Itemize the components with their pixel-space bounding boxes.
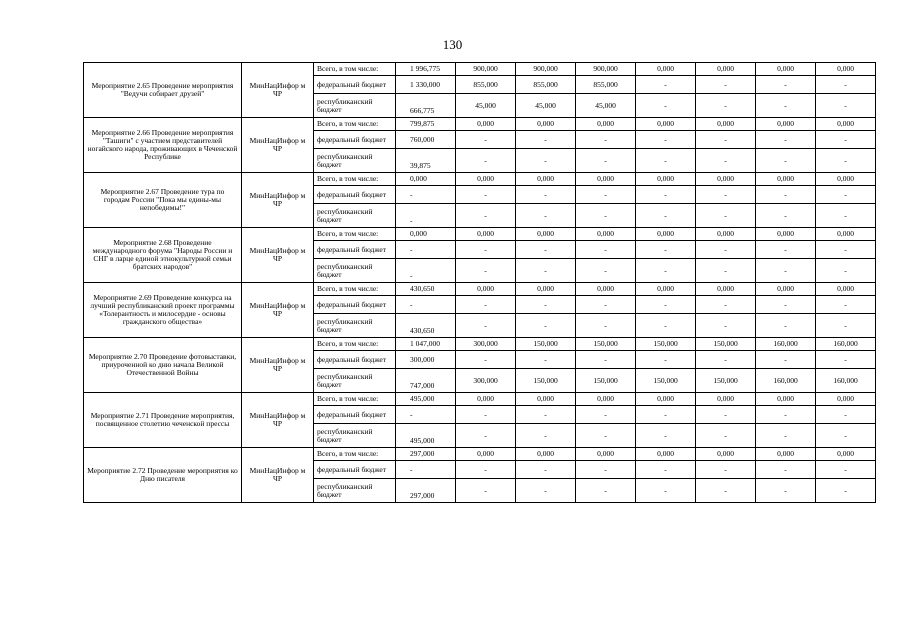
year-amount-cell: - [816, 149, 876, 173]
year-amount-cell: 0,000 [456, 393, 516, 406]
year-amount-cell: - [816, 131, 876, 149]
year-amount-cell: 160,000 [756, 338, 816, 351]
year-amount-cell: - [636, 204, 696, 228]
year-amount-cell: 0,000 [516, 173, 576, 186]
event-title-cell: Мероприятие 2.71 Проведение мероприятия, посвященное столетию чеченской прессы [84, 393, 242, 448]
year-amount-cell: 0,000 [756, 63, 816, 76]
table-row [84, 63, 876, 76]
year-amount-cell: - [576, 204, 636, 228]
event-title-cell: Мероприятие 2.70 Проведение фотовыставки, приуроченной ко дню начала Великой Отечественной Войны [84, 338, 242, 393]
year-amount-cell: 0,000 [516, 393, 576, 406]
year-amount-cell: - [576, 461, 636, 479]
funding-source-cell: республиканский бюджет [314, 314, 396, 338]
year-amount-cell: - [636, 149, 696, 173]
year-amount-cell: - [696, 94, 756, 118]
event-title-cell: Мероприятие 2.69 Проведение конкурса на лучший республиканский проект программы «Толерантность и милосердие - основы гражданского общества» [84, 283, 242, 338]
year-amount-cell: - [636, 131, 696, 149]
year-amount-cell: 0,000 [636, 228, 696, 241]
total-amount-cell: 760,000 [396, 131, 456, 149]
year-amount-cell: - [816, 94, 876, 118]
event-title-cell: Мероприятие 2.67 Проведение тура по городам России "Пока мы едины-мы непобедимы!" [84, 173, 242, 228]
year-amount-cell: - [756, 424, 816, 448]
year-amount-cell: - [636, 76, 696, 94]
year-amount-cell: 0,000 [516, 228, 576, 241]
table-body [84, 63, 876, 503]
year-amount-cell: - [456, 479, 516, 503]
funding-source-cell: республиканский бюджет [314, 204, 396, 228]
year-amount-cell: - [756, 131, 816, 149]
year-amount-cell: 0,000 [636, 118, 696, 131]
table-row [84, 173, 876, 186]
year-amount-cell: 150,000 [576, 338, 636, 351]
year-amount-cell: 0,000 [576, 448, 636, 461]
year-amount-cell: - [516, 461, 576, 479]
total-amount-cell: 0,000 [396, 173, 456, 186]
year-amount-cell: 0,000 [696, 173, 756, 186]
funding-source-cell: Всего, в том числе: [314, 283, 396, 296]
table-row [84, 393, 876, 406]
year-amount-cell: - [456, 149, 516, 173]
year-amount-cell: 300,000 [456, 369, 516, 393]
funding-source-cell: Всего, в том числе: [314, 228, 396, 241]
year-amount-cell: - [696, 204, 756, 228]
year-amount-cell: - [576, 149, 636, 173]
executor-cell: МинНацИнфор м ЧР [242, 173, 314, 228]
year-amount-cell: - [636, 314, 696, 338]
total-amount-cell: 297,000 [396, 479, 456, 503]
year-amount-cell: - [636, 424, 696, 448]
year-amount-cell: 0,000 [456, 283, 516, 296]
year-amount-cell: - [816, 314, 876, 338]
event-title-cell: Мероприятие 2.66 Проведение мероприятия "Ташиги" с участием представителей ногайского народа, проживающих в Чеченской Республике [84, 118, 242, 173]
year-amount-cell: - [756, 241, 816, 259]
year-amount-cell: - [636, 259, 696, 283]
year-amount-cell: 0,000 [816, 173, 876, 186]
total-amount-cell: 495,000 [396, 424, 456, 448]
total-amount-cell: - [396, 296, 456, 314]
year-amount-cell: 150,000 [516, 338, 576, 351]
year-amount-cell: - [456, 204, 516, 228]
year-amount-cell: 0,000 [756, 228, 816, 241]
year-amount-cell: - [516, 131, 576, 149]
year-amount-cell: - [636, 296, 696, 314]
total-amount-cell: - [396, 461, 456, 479]
table-row [84, 228, 876, 241]
year-amount-cell: - [696, 149, 756, 173]
total-amount-cell: 39,875 [396, 149, 456, 173]
program-funding-table [83, 62, 876, 503]
year-amount-cell: 0,000 [756, 448, 816, 461]
total-amount-cell: - [396, 406, 456, 424]
year-amount-cell: - [456, 314, 516, 338]
year-amount-cell: - [756, 204, 816, 228]
total-amount-cell: 300,000 [396, 351, 456, 369]
year-amount-cell: - [456, 424, 516, 448]
year-amount-cell: 855,000 [516, 76, 576, 94]
year-amount-cell: - [456, 351, 516, 369]
year-amount-cell: - [576, 351, 636, 369]
year-amount-cell: 300,000 [456, 338, 516, 351]
executor-cell: МинНацИнфор м ЧР [242, 338, 314, 393]
year-amount-cell: 0,000 [756, 393, 816, 406]
year-amount-cell: - [816, 479, 876, 503]
total-amount-cell: 799,875 [396, 118, 456, 131]
year-amount-cell: 0,000 [576, 173, 636, 186]
year-amount-cell: - [576, 424, 636, 448]
year-amount-cell: 0,000 [816, 448, 876, 461]
event-title-cell: Мероприятие 2.65 Проведение мероприятия "Ведучи собирает друзей" [84, 63, 242, 118]
funding-source-cell: федеральный бюджет [314, 76, 396, 94]
year-amount-cell: - [816, 76, 876, 94]
year-amount-cell: 0,000 [696, 283, 756, 296]
year-amount-cell: - [816, 186, 876, 204]
total-amount-cell: 1 330,000 [396, 76, 456, 94]
funding-source-cell: Всего, в том числе: [314, 173, 396, 186]
funding-source-cell: республиканский бюджет [314, 149, 396, 173]
year-amount-cell: - [636, 479, 696, 503]
year-amount-cell: - [696, 131, 756, 149]
year-amount-cell: 160,000 [816, 338, 876, 351]
funding-source-cell: федеральный бюджет [314, 406, 396, 424]
year-amount-cell: - [696, 296, 756, 314]
year-amount-cell: 0,000 [696, 228, 756, 241]
year-amount-cell: - [456, 131, 516, 149]
funding-source-cell: республиканский бюджет [314, 424, 396, 448]
year-amount-cell: 0,000 [516, 448, 576, 461]
year-amount-cell: 0,000 [576, 228, 636, 241]
executor-cell: МинНацИнфор м ЧР [242, 393, 314, 448]
year-amount-cell: - [816, 406, 876, 424]
year-amount-cell: 0,000 [636, 448, 696, 461]
year-amount-cell: 45,000 [516, 94, 576, 118]
year-amount-cell: 0,000 [636, 393, 696, 406]
total-amount-cell: 297,000 [396, 448, 456, 461]
year-amount-cell: 855,000 [576, 76, 636, 94]
funding-source-cell: Всего, в том числе: [314, 448, 396, 461]
year-amount-cell: 0,000 [696, 393, 756, 406]
year-amount-cell: - [636, 461, 696, 479]
year-amount-cell: 0,000 [816, 118, 876, 131]
year-amount-cell: - [756, 406, 816, 424]
year-amount-cell: - [756, 94, 816, 118]
year-amount-cell: - [816, 259, 876, 283]
year-amount-cell: 0,000 [456, 173, 516, 186]
year-amount-cell: - [696, 314, 756, 338]
year-amount-cell: - [576, 479, 636, 503]
funding-source-cell: Всего, в том числе: [314, 63, 396, 76]
executor-cell: МинНацИнфор м ЧР [242, 228, 314, 283]
table-row [84, 338, 876, 351]
year-amount-cell: - [456, 461, 516, 479]
year-amount-cell: - [576, 296, 636, 314]
year-amount-cell: 0,000 [696, 118, 756, 131]
total-amount-cell: - [396, 259, 456, 283]
executor-cell: МинНацИнфор м ЧР [242, 283, 314, 338]
year-amount-cell: - [636, 186, 696, 204]
year-amount-cell: - [816, 296, 876, 314]
year-amount-cell: 0,000 [696, 63, 756, 76]
year-amount-cell: - [696, 406, 756, 424]
year-amount-cell: - [816, 461, 876, 479]
year-amount-cell: 0,000 [516, 118, 576, 131]
year-amount-cell: 45,000 [576, 94, 636, 118]
year-amount-cell: 0,000 [816, 283, 876, 296]
year-amount-cell: - [756, 259, 816, 283]
year-amount-cell: 900,000 [516, 63, 576, 76]
year-amount-cell: 150,000 [636, 338, 696, 351]
year-amount-cell: - [696, 259, 756, 283]
total-amount-cell: 747,000 [396, 369, 456, 393]
year-amount-cell: - [816, 424, 876, 448]
table-row [84, 448, 876, 461]
year-amount-cell: 150,000 [696, 338, 756, 351]
funding-source-cell: федеральный бюджет [314, 461, 396, 479]
year-amount-cell: - [576, 406, 636, 424]
year-amount-cell: 0,000 [456, 118, 516, 131]
year-amount-cell: 0,000 [816, 393, 876, 406]
year-amount-cell: - [576, 314, 636, 338]
year-amount-cell: 0,000 [576, 283, 636, 296]
table-row [84, 118, 876, 131]
year-amount-cell: 150,000 [636, 369, 696, 393]
funding-source-cell: федеральный бюджет [314, 241, 396, 259]
year-amount-cell: - [516, 259, 576, 283]
year-amount-cell: - [696, 351, 756, 369]
year-amount-cell: - [756, 351, 816, 369]
page-number: 130 [442, 37, 463, 52]
year-amount-cell: - [516, 296, 576, 314]
year-amount-cell: - [516, 204, 576, 228]
year-amount-cell: 0,000 [756, 283, 816, 296]
table-row [84, 283, 876, 296]
funding-source-cell: Всего, в том числе: [314, 118, 396, 131]
total-amount-cell: - [396, 204, 456, 228]
year-amount-cell: - [516, 479, 576, 503]
funding-source-cell: республиканский бюджет [314, 259, 396, 283]
year-amount-cell: 855,000 [456, 76, 516, 94]
year-amount-cell: - [516, 314, 576, 338]
year-amount-cell: 150,000 [696, 369, 756, 393]
executor-cell: МинНацИнфор м ЧР [242, 63, 314, 118]
year-amount-cell: - [756, 149, 816, 173]
year-amount-cell: 150,000 [576, 369, 636, 393]
year-amount-cell: 160,000 [756, 369, 816, 393]
year-amount-cell: - [636, 351, 696, 369]
funding-source-cell: республиканский бюджет [314, 94, 396, 118]
year-amount-cell: - [516, 424, 576, 448]
year-amount-cell: - [696, 424, 756, 448]
total-amount-cell: 430,650 [396, 314, 456, 338]
year-amount-cell: - [456, 259, 516, 283]
year-amount-cell: - [756, 76, 816, 94]
year-amount-cell: - [456, 406, 516, 424]
year-amount-cell: - [636, 94, 696, 118]
funding-source-cell: республиканский бюджет [314, 369, 396, 393]
year-amount-cell: 0,000 [636, 173, 696, 186]
year-amount-cell: 0,000 [816, 228, 876, 241]
year-amount-cell: - [456, 296, 516, 314]
year-amount-cell: - [456, 186, 516, 204]
year-amount-cell: - [516, 406, 576, 424]
year-amount-cell: - [816, 351, 876, 369]
year-amount-cell: - [756, 296, 816, 314]
year-amount-cell: 0,000 [576, 393, 636, 406]
funding-source-cell: республиканский бюджет [314, 479, 396, 503]
year-amount-cell: - [576, 259, 636, 283]
year-amount-cell: - [816, 241, 876, 259]
year-amount-cell: 0,000 [576, 118, 636, 131]
year-amount-cell: 900,000 [456, 63, 516, 76]
year-amount-cell: - [516, 186, 576, 204]
year-amount-cell: 160,000 [816, 369, 876, 393]
year-amount-cell: - [816, 204, 876, 228]
year-amount-cell: - [696, 479, 756, 503]
year-amount-cell: 0,000 [756, 118, 816, 131]
year-amount-cell: 0,000 [456, 448, 516, 461]
year-amount-cell: - [576, 241, 636, 259]
year-amount-cell: - [456, 241, 516, 259]
total-amount-cell: - [396, 186, 456, 204]
funding-source-cell: федеральный бюджет [314, 131, 396, 149]
funding-source-cell: федеральный бюджет [314, 186, 396, 204]
year-amount-cell: - [516, 351, 576, 369]
year-amount-cell: 0,000 [816, 63, 876, 76]
year-amount-cell: - [696, 461, 756, 479]
year-amount-cell: - [636, 241, 696, 259]
total-amount-cell: 1 047,000 [396, 338, 456, 351]
year-amount-cell: - [756, 461, 816, 479]
executor-cell: МинНацИнфор м ЧР [242, 118, 314, 173]
year-amount-cell: 0,000 [696, 448, 756, 461]
funding-source-cell: Всего, в том числе: [314, 393, 396, 406]
year-amount-cell: - [756, 314, 816, 338]
year-amount-cell: 0,000 [636, 283, 696, 296]
year-amount-cell: - [696, 186, 756, 204]
year-amount-cell: 0,000 [756, 173, 816, 186]
funding-source-cell: федеральный бюджет [314, 296, 396, 314]
year-amount-cell: 900,000 [576, 63, 636, 76]
year-amount-cell: 0,000 [516, 283, 576, 296]
event-title-cell: Мероприятие 2.68 Проведение международного форума "Народы России и СНГ в ларце единой этнокультурной семьи братских народов" [84, 228, 242, 283]
event-title-cell: Мероприятие 2.72 Проведение мероприятия ко Дню писателя [84, 448, 242, 503]
total-amount-cell: - [396, 241, 456, 259]
funding-source-cell: федеральный бюджет [314, 351, 396, 369]
year-amount-cell: 150,000 [516, 369, 576, 393]
total-amount-cell: 1 996,775 [396, 63, 456, 76]
total-amount-cell: 0,000 [396, 228, 456, 241]
year-amount-cell: - [636, 406, 696, 424]
total-amount-cell: 430,650 [396, 283, 456, 296]
year-amount-cell: - [576, 131, 636, 149]
total-amount-cell: 495,000 [396, 393, 456, 406]
year-amount-cell: - [516, 241, 576, 259]
year-amount-cell: 0,000 [456, 228, 516, 241]
funding-source-cell: Всего, в том числе: [314, 338, 396, 351]
year-amount-cell: 0,000 [636, 63, 696, 76]
year-amount-cell: - [576, 186, 636, 204]
year-amount-cell: - [696, 241, 756, 259]
year-amount-cell: - [696, 76, 756, 94]
executor-cell: МинНацИнфор м ЧР [242, 448, 314, 503]
year-amount-cell: - [516, 149, 576, 173]
year-amount-cell: - [756, 186, 816, 204]
total-amount-cell: 666,775 [396, 94, 456, 118]
year-amount-cell: - [756, 479, 816, 503]
year-amount-cell: 45,000 [456, 94, 516, 118]
